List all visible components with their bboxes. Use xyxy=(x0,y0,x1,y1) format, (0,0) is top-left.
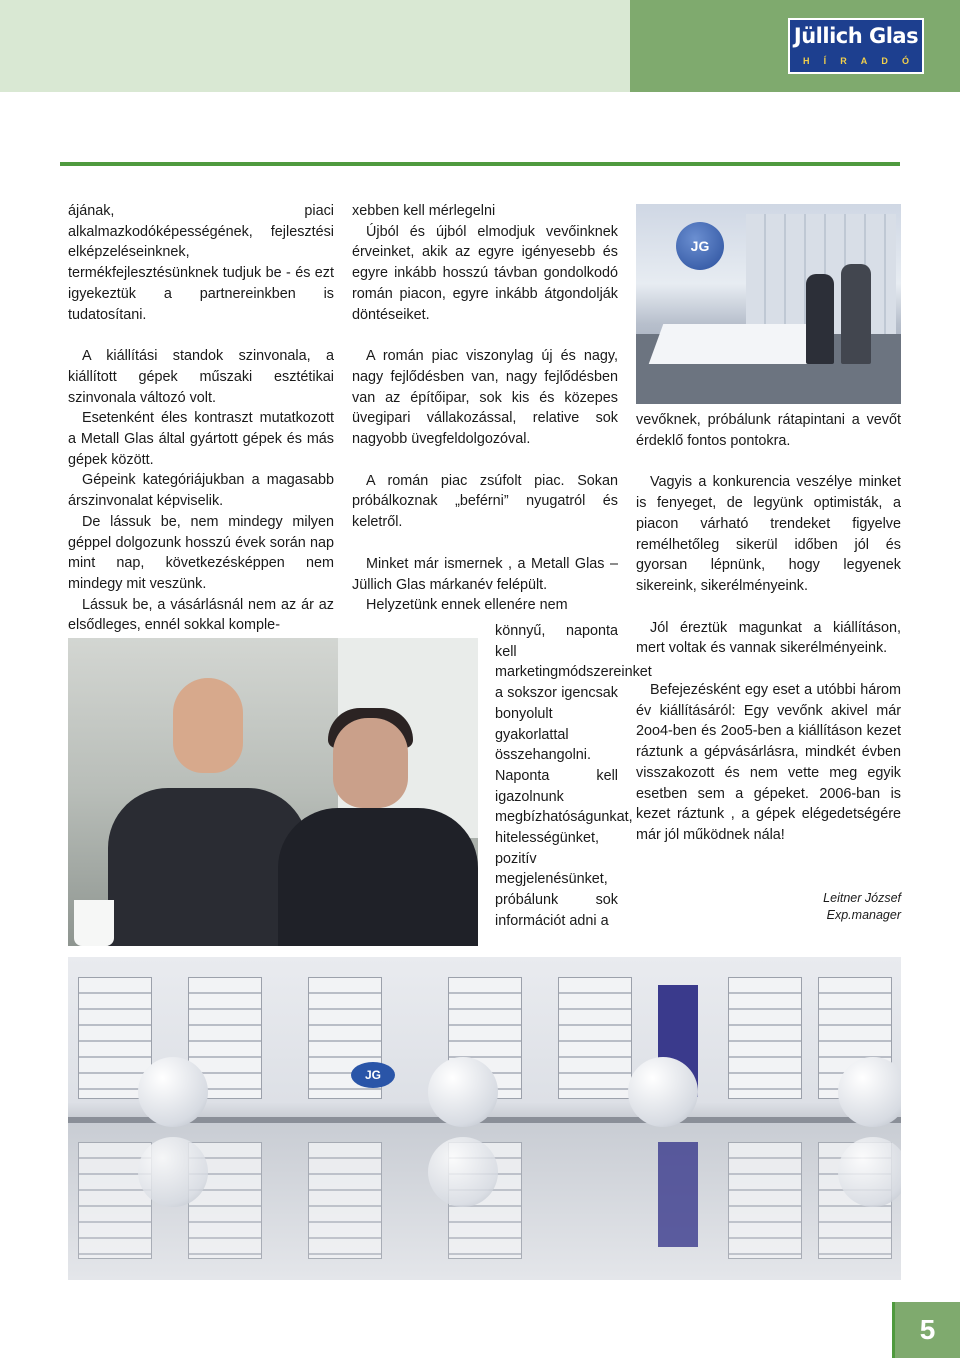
paragraph: Vagyis a konkurencia veszélye minket is fenyeget, de legyünk optimisták, a piacon várható trendeket figyelve remélhetőleg sikerül időben jól és gyorsan lépnünk, hogy legyenek sikereink, sikerélményeink. xyxy=(636,474,901,594)
brand-name: Jüllich Glas xyxy=(793,24,919,48)
signature xyxy=(640,890,901,924)
jg-logo-ball: JG xyxy=(351,1062,395,1088)
booth-staff-photo xyxy=(68,638,478,946)
paragraph: Újból és újból elmodjuk vevőinknek érveinket, akik az egyre igényesebb és egyre inkább hosszú távban gondolkodó román piacon, egyre inkább átgondolják döntéseiket. xyxy=(352,223,618,323)
paragraph: A kiállítási standok szinvonala, a kiállított gépek műszaki esztétikai szinvonala változó volt. xyxy=(68,348,334,406)
header-band-light xyxy=(0,0,630,92)
article-column-3 xyxy=(636,410,901,846)
brand-subtitle xyxy=(790,56,922,66)
page-number: 5 xyxy=(895,1302,960,1358)
paragraph: könnyű, naponta kell marketingmódszereinket a sokszor igencsak bonyolult gyakorlattal összehangolni. Naponta kell igazolnunk megbízhatóságunkat, hitelességünket, pozitív megjelenésünket, próbálunk sok információt adni a xyxy=(495,623,652,929)
paragraph: ájának, piaci alkalmazkodóképességének, fejlesztési elképzeléseinknek, termékfejlesztésünknek tudjuk be - és ezt igyekeztük a partnereinkben is tudatosítani. xyxy=(68,203,334,323)
paragraph: Esetenként éles kontraszt mutatkozott a Metall Glas által gyártott gépek és más gépek között. xyxy=(68,410,334,468)
signature-name: Leitner József xyxy=(823,891,901,905)
paragraph: A román piac zsúfolt piac. Sokan próbálkoznak „beférni” nyugatról és keletről. xyxy=(352,472,618,531)
exhibition-booth-photo xyxy=(68,957,901,1280)
subtitle-letter: R xyxy=(840,56,847,66)
article-column-2 xyxy=(352,201,618,616)
subtitle-letter: H xyxy=(803,56,810,66)
paragraph: Gépeink kategóriájukban a magasabb árszinvonalat képviselik. xyxy=(68,472,334,510)
brand-logo xyxy=(788,18,924,74)
header-rule xyxy=(60,162,900,166)
paragraph: De lássuk be, nem mindegy milyen géppel dolgozunk hosszú évek során nap mint nap, következésképpen nem mindegy mit veszünk. xyxy=(68,513,334,592)
subtitle-letter: Ó xyxy=(901,56,909,66)
paragraph: Befejezésként egy eset a utóbbi három év kiállításáról: Egy vevőnk akivel már 2oo4-ben és 2oo5-ben a kiállításon kezet ráztunk a gépvásárlásra, mindkét évben visszakozott és nem vette meg egyik esetben sem a gépeket. 2006-ban is kezet ráztunk , a gépek elégedetségére már jól működnek nála! xyxy=(636,682,901,843)
article-column-1 xyxy=(68,201,334,636)
paragraph: Minket már ismernek , a Metall Glas – Jüllich Glas márkanév felépült. xyxy=(352,555,618,593)
paragraph: vevőknek, próbálunk rátapintani a vevőt érdeklő fontos pontokra. xyxy=(636,412,901,449)
paragraph: Lássuk be, a vásárlásnál nem az ár az elsődleges, ennél sokkal komple- xyxy=(68,596,334,634)
subtitle-letter: D xyxy=(881,56,888,66)
subtitle-letter: Í xyxy=(823,56,827,66)
subtitle-letter: A xyxy=(860,56,868,66)
paragraph: Jól éreztük magunkat a kiállításon, mert voltak és vannak sikerélményeink. xyxy=(636,619,901,657)
paragraph: A román piac viszonylag új és nagy, nagy fejlődésben van, nagy fejlődésben van az építőipar, sok kis és közepes üvegipari vállakozással, relative sok nagyobb üvegfeldolgozóval. xyxy=(352,348,618,448)
jg-logo-sign: JG xyxy=(676,222,724,270)
signature-role: Exp.manager xyxy=(826,908,901,922)
paragraph: Helyzetünk ennek ellenére nem xyxy=(366,597,568,614)
exhibition-hall-photo xyxy=(636,204,901,404)
paragraph: xebben kell mérlegelni xyxy=(352,203,496,219)
article-column-2-wrap xyxy=(495,621,652,932)
